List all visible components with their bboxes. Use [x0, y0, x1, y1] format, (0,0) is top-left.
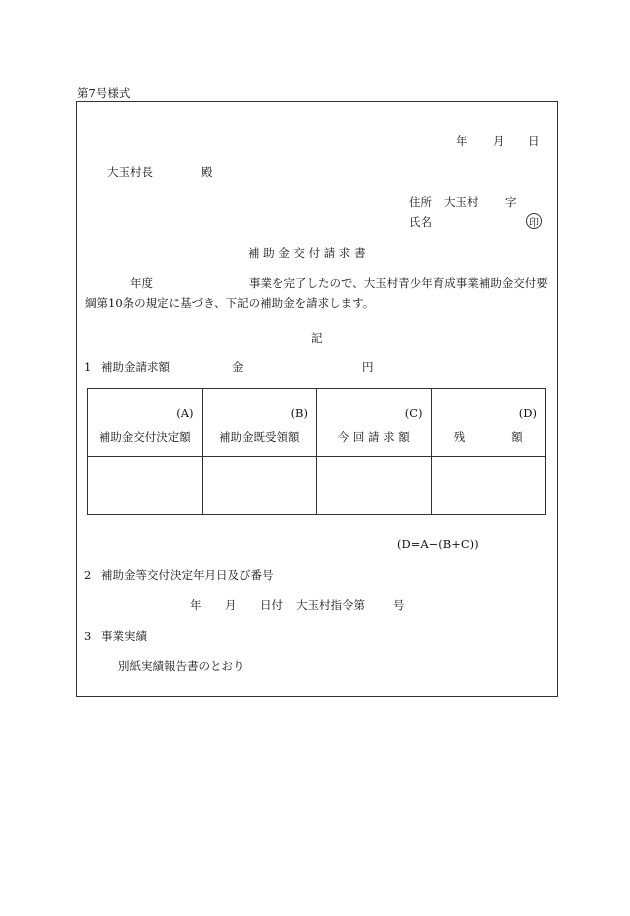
table-cell-c	[317, 457, 432, 515]
section3-number: 3	[84, 629, 92, 643]
column-label: 今 回 請 求 額	[337, 430, 410, 444]
column-code: (D)	[518, 406, 537, 420]
document-title: 補 助 金 交 付 請 求 書	[248, 246, 366, 260]
amount-table-header-row	[88, 389, 546, 457]
applicant-address-value: 大玉村	[444, 195, 479, 209]
addressee-honorific: 殿	[201, 165, 213, 179]
column-label: 補助金交付決定額	[98, 430, 191, 444]
addressee-name: 大玉村長	[107, 165, 153, 179]
section2-label: 補助金等交付決定年月日及び番号	[101, 568, 274, 582]
column-code: (A)	[176, 406, 194, 420]
section2-directive-label: 大玉村指令第	[296, 598, 365, 612]
seal-icon: 印	[526, 213, 542, 229]
section2-number-suffix: 号	[393, 598, 405, 612]
body-text-line1: 事業を完了したので、大玉村青少年育成事業補助金交付要	[249, 276, 548, 290]
column-label: 残 額	[453, 430, 523, 444]
section3-label: 事業実績	[101, 629, 147, 643]
section2-month-label: 月	[225, 598, 237, 612]
table-row	[88, 457, 546, 515]
section1-number: 1	[84, 360, 92, 374]
section1-kin-label: 金	[232, 360, 244, 374]
applicant-name-label: 氏名	[409, 215, 432, 229]
date-month-label: 月	[493, 134, 505, 148]
table-cell-b	[202, 457, 317, 515]
section2-day-label: 日付	[260, 598, 283, 612]
table-header-cell-d	[431, 389, 546, 457]
table-header-cell-b	[202, 389, 317, 457]
section2-number: 2	[84, 568, 92, 582]
section2-year-label: 年	[190, 598, 202, 612]
body-text-line2: 綱第10条の規定に基づき、下記の補助金を請求します。	[85, 296, 375, 310]
column-label: 補助金既受領額	[219, 430, 300, 444]
amount-table	[87, 388, 546, 515]
section3-content: 別紙実績報告書のとおり	[118, 659, 245, 673]
table-cell-d	[431, 457, 546, 515]
form-number-label: 第7号様式	[77, 86, 131, 100]
body-fiscal-year-label: 年度	[130, 276, 153, 290]
ki-heading: 記	[311, 331, 323, 345]
section1-yen-label: 円	[362, 360, 374, 374]
table-header-cell-c	[317, 389, 432, 457]
applicant-aza-label: 字	[505, 195, 517, 209]
column-code: (B)	[290, 406, 308, 420]
remainder-formula: (D=A−(B+C))	[397, 537, 479, 551]
column-code: (C)	[404, 406, 423, 420]
section1-label: 補助金請求額	[101, 360, 170, 374]
table-header-cell-a	[88, 389, 203, 457]
table-cell-a	[88, 457, 203, 515]
date-day-label: 日	[528, 134, 540, 148]
date-year-label: 年	[456, 134, 468, 148]
applicant-address-label: 住所	[409, 195, 432, 209]
